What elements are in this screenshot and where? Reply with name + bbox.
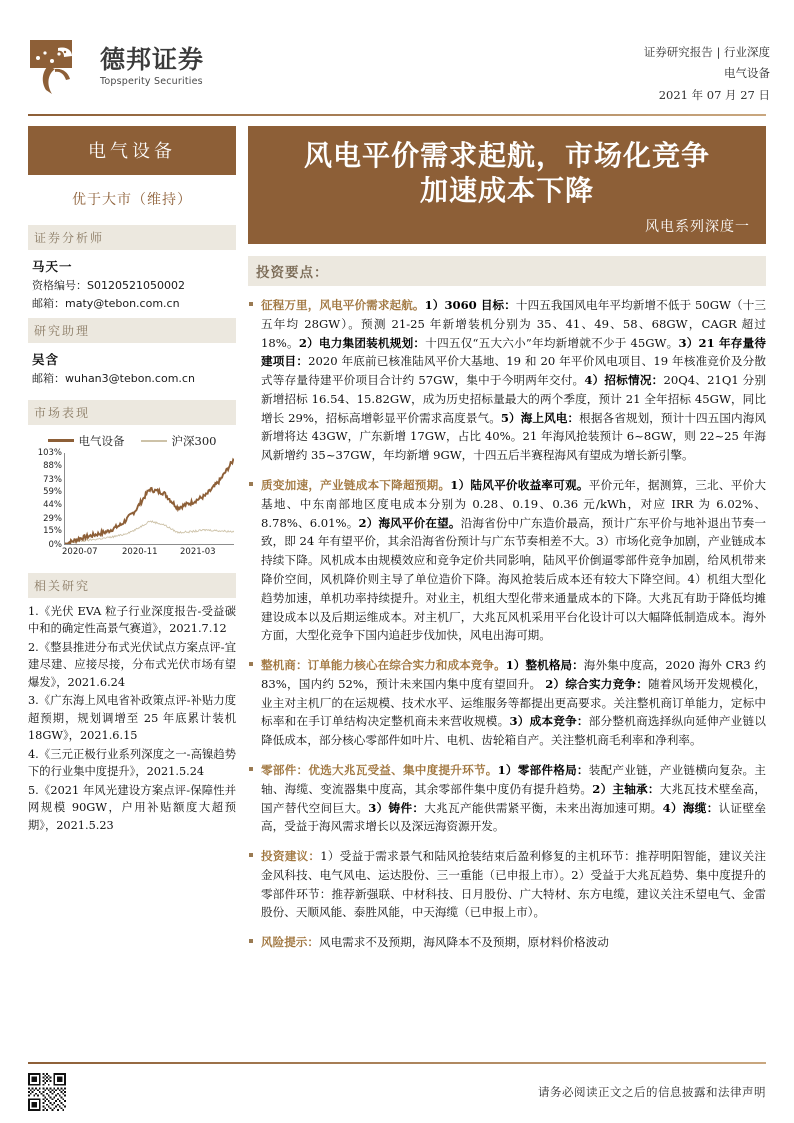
x-tick-label: 2021-03 <box>180 546 216 557</box>
investment-point <box>248 847 766 922</box>
legend-item-1 <box>141 433 217 449</box>
chart-legend <box>28 433 236 449</box>
assistant-email-label: 邮箱： <box>32 372 65 386</box>
investment-point-body: 1）陆风平价收益率可观。平价元年，据测算，三北、平价大基地、中东南部地区度电成本分别为 0.28、0.19、0.36 元/kWh，对应 IRR 为 6.02%、8.78%、6.01%。2）海风平价在望。沿海省份中广东造价最高，预计广东平价与地补退出节奏一致，即 24 年有望平价，其余沿海省份预计与广东节奏相差不大。3）市场化竞争加剧，产业链成本持续下降。风机成本由规模效应和竞争定价共同影响，陆风平价倒逼零部件竞争加剧，给风机带来降价空间，风机降价则主导了单位造价下降。海风抢装后成本还有较大下降空间。4）机组大型化趋势加速，单机功率持续提升。对业主，机组大型化带来通量成本的下降。大兆瓦有助于降低均摊建设成本以及后期运维成本。对主机厂，大兆瓦风机采用平台化设计可以大幅降低制造成本。海外方面，大型化竞争下国内追赶步伐加快，风电出海可期。 <box>261 478 766 643</box>
legend-label-1: 沪深300 <box>171 433 217 448</box>
market-performance-chart <box>28 425 236 569</box>
x-tick-label: 2020-11 <box>122 546 158 557</box>
y-tick-label: 44% <box>43 500 62 511</box>
brand-logo <box>28 36 204 98</box>
investment-point-lead: 风险提示： <box>261 935 319 950</box>
assistant-section-heading: 研究助理 <box>28 318 236 343</box>
investment-point <box>248 933 766 952</box>
analyst-name: 马天一 <box>32 259 73 274</box>
chart-x-axis <box>58 547 236 561</box>
related-research-item[interactable]: 1.《光伏 EVA 粒子行业深度报告-受益碳中和的确定性高景气赛道》，2021.7.12 <box>28 604 236 636</box>
analyst-cert-label: 资格编号： <box>32 279 87 292</box>
brand-name-en: Topsperity Securities <box>100 75 203 87</box>
footer-divider <box>28 1062 766 1064</box>
investment-point-text <box>261 847 766 922</box>
page-title-line1: 风电平价需求起航，市场化竞争 <box>303 139 710 172</box>
investment-point-body: 1）受益于需求景气和陆风抢装结束后盈利修复的主机环节：推荐明阳智能，建议关注金风科技、电气风电、运达股份、三一重能（已申报上市）。2）受益于大兆瓦趋势、集中度提升的零部件环节：推荐新强联、中材科技、日月股份、广大特材、东方电缆，建议关注禾望电气、金雷股份、天顺风能、泰胜风能，中天海缆（已申报上市）。 <box>261 849 766 920</box>
related-research-item[interactable]: 2.《整县推进分布式光伏试点方案点评-宜建尽建、应接尽接，分布式光伏市场有望爆发》，2021.6.24 <box>28 640 236 689</box>
y-tick-label: 15% <box>43 526 62 537</box>
legend-swatch-icon <box>141 440 167 442</box>
y-tick-label: 59% <box>43 487 62 498</box>
assistant-email-value[interactable]: wuhan3@tebon.com.cn <box>65 372 195 386</box>
related-research-item[interactable]: 5.《2021 年风光建设方案点评-保障性并网规模 90GW，户用补贴额度大超预期》，2021.5.23 <box>28 783 236 832</box>
page-footer <box>28 1062 766 1111</box>
investment-point <box>248 476 766 645</box>
investment-point <box>248 296 766 465</box>
legend-label-0: 电气设备 <box>78 433 125 448</box>
related-research-item[interactable]: 4.《三元正极行业系列深度之一-高镍趋势下的行业集中度提升》，2021.5.24 <box>28 747 236 779</box>
analyst-email-label: 邮箱： <box>32 296 65 310</box>
qr-code-icon[interactable] <box>28 1073 66 1111</box>
x-tick-label: 2020-07 <box>62 546 98 557</box>
chart-area <box>28 447 236 563</box>
legend-item-0 <box>48 433 125 449</box>
analyst-email-value[interactable]: maty@tebon.com.cn <box>65 296 180 310</box>
investment-point-lead: 整机商：订单能力核心在综合实力和成本竞争。 <box>261 658 506 673</box>
market-section-heading: 市场表现 <box>28 400 236 425</box>
rating-label: 优于大市（维持） <box>72 192 192 208</box>
assistant-email <box>32 370 232 388</box>
analyst-section-heading: 证券分析师 <box>28 225 236 250</box>
investment-point-body: 1）零部件格局：装配产业链，产业链横向复杂。主轴、海缆、变流器集中度高，其余零部件集中度仍有提升趋势。2）主轴承：大兆瓦技术壁垒高，国产替代空间巨大。3）铸件：大兆瓦产能供需紧平衡，未来出海加速可期。4）海缆：认证壁垒高，受益于海风需求增长以及深远海资源开发。 <box>261 762 766 834</box>
investment-point-text <box>261 476 766 645</box>
chart-y-axis <box>28 447 62 550</box>
investment-point-body: 风电需求不及预期，海风降本不及预期，原材料价格波动 <box>318 935 609 950</box>
report-date: 2021 年 07 月 27 日 <box>658 87 770 102</box>
page-header <box>0 0 794 110</box>
investment-point-body: 1）整机格局：海外集中度高，2020 海外 CR3 约 83%，国内约 52%，预计未来国内集中度有望回升。 2）综合实力竞争：随着风场开发规模化，业主对主机厂的在运规模、技术水平、运维服务等都提出更高要求。关注整机商订单能力，定标中标率和在手订单结构决定整机商未来营收规模。3）成本竞争：部分整机商选择纵向延伸产业链以降低成本，部分核心零部件如叶片、电机、齿轮箱自产。关注整机商毛利率和净利率。 <box>261 658 766 748</box>
leopard-logo-icon <box>28 36 90 98</box>
investment-point <box>248 656 766 750</box>
investment-point-lead: 征程万里，风电平价需求起航。 <box>261 298 425 312</box>
investment-point-lead: 投资建议： <box>261 849 321 864</box>
header-meta <box>644 36 770 106</box>
investment-point-text <box>261 933 766 952</box>
page-title-line2: 加速成本下降 <box>419 174 594 207</box>
y-tick-label: 73% <box>43 474 62 485</box>
y-tick-label: 29% <box>43 513 62 524</box>
assistant-info <box>28 343 236 390</box>
y-tick-label: 88% <box>43 461 62 472</box>
analyst-cert-value: S0120521050002 <box>87 279 185 292</box>
y-tick-label: 103% <box>37 447 62 458</box>
related-research-item[interactable]: 3.《广东海上风电省补政策点评-补贴力度超预期，规划调增至 25 年底累计装机 18GW》，2021.6.15 <box>28 694 236 743</box>
page-body <box>0 116 794 963</box>
brand-name-cn: 德邦证券 <box>100 45 205 75</box>
investment-points-list <box>248 296 766 952</box>
chart-plot <box>64 453 234 545</box>
related-section-heading: 相关研究 <box>28 573 236 598</box>
investment-point-text <box>261 656 766 750</box>
sector-badge: 电气设备 <box>28 126 236 175</box>
y-tick-label: 0% <box>48 539 62 550</box>
investment-point <box>248 761 766 836</box>
sidebar <box>28 126 236 963</box>
analyst-email <box>32 295 232 313</box>
analyst-cert <box>32 277 232 295</box>
header-sector: 电气设备 <box>724 66 770 81</box>
related-research-list <box>28 598 236 835</box>
chart-svg <box>65 453 234 544</box>
investment-point-lead: 零部件：优选大兆瓦受益、集中度提升环节。 <box>261 762 498 777</box>
report-subtitle: 风电系列深度一 <box>645 219 750 235</box>
investment-point-text <box>261 761 766 836</box>
investment-points-heading: 投资要点： <box>248 256 766 286</box>
investment-point-text <box>261 296 766 465</box>
main-content <box>248 126 766 963</box>
report-title-box <box>248 126 766 244</box>
footer-note: 请务必阅读正文之后的信息披露和法律声明 <box>538 1085 766 1099</box>
footer-row <box>28 1073 766 1111</box>
legend-swatch-icon <box>48 439 74 442</box>
investment-point-body: 1）3060 目标：十四五我国风电年平均新增不低于 50GW（十三五年均 28GW）。预测 21-25 年新增装机分别为 35、41、49、58、68GW，CAGR 超过 18%。2）电力集团装机规划：十四五仅“五大六小”年均新增就不少于 45GW。3）21 年存量待建项目：2020 年底前已核准陆风平价大基地、19 和 20 年平价风电项目、19 年核准竞价及分散式等存量待建平价项目合计约 57GW，集中于今明两年交付。4）招标情况：20Q4、21Q1 分别新增招标 16.54、15.82GW，成为历史招标量最大的两个季度，预计 21 全年招标 45GW，同比增长 29%，招标高增彰显平价需求高度景气。5）海上风电：根据各省规划，预计十四五国内海风新增将达 43GW，广东新增 17GW，占比 40%。21 年海风抢装预计 6~8GW，则 22~25 年海风新增约 35~37GW，年均新增 9GW，十四五后半赛程海风有望成为增长新引擎。 <box>261 298 767 463</box>
report-type: 证券研究报告 | 行业深度 <box>643 45 770 59</box>
investment-point-lead: 质变加速，产业链成本下降超预期。 <box>261 478 451 493</box>
analyst-info <box>28 250 236 314</box>
assistant-name: 吴含 <box>32 352 60 368</box>
